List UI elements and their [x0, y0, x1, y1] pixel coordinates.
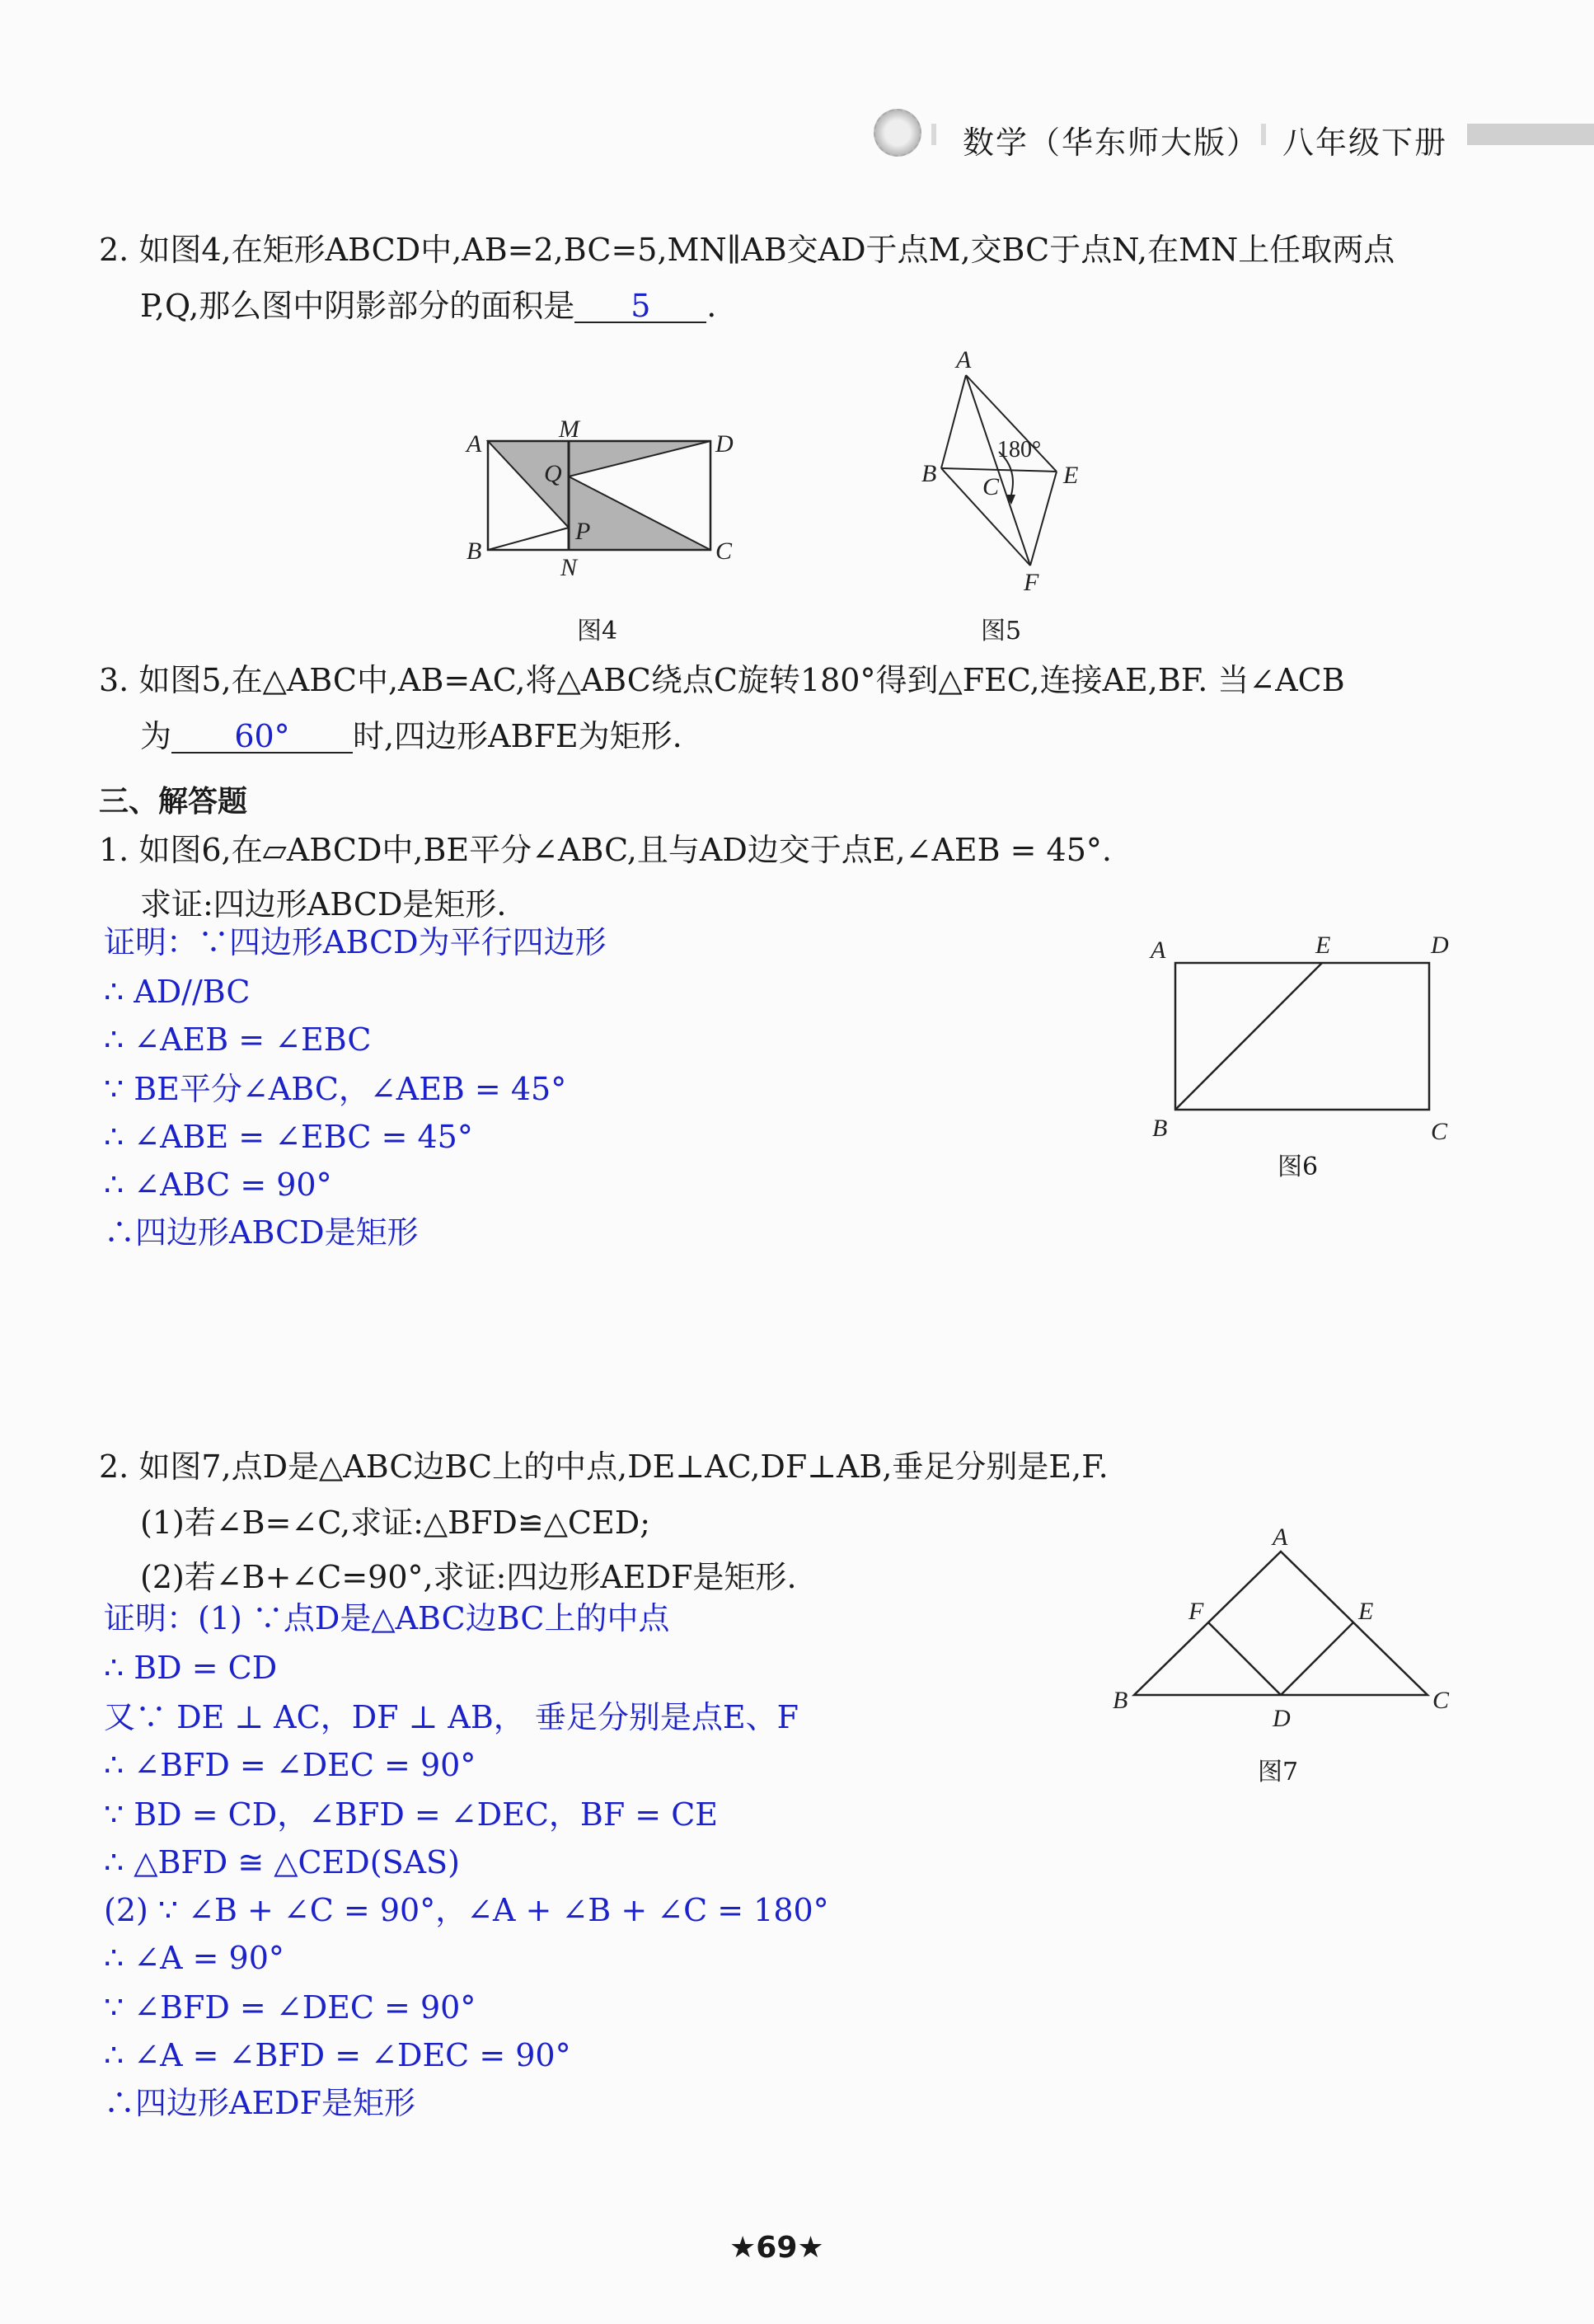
- fig6-caption: 图6: [1278, 1153, 1319, 1181]
- fig6-label-d: D: [1431, 932, 1449, 959]
- header-stripe-left: [931, 124, 936, 145]
- p2-proof-6: (2) ∵ ∠B + ∠C = 90°，∠A + ∠B + ∠C = 180°: [104, 1892, 829, 1928]
- figure-7: [1096, 1509, 1459, 1739]
- p2-proof-10: ∴四边形AEDF是矩形: [104, 2085, 416, 2121]
- fig5-label-f: F: [1024, 569, 1039, 596]
- q2-line1: 2. 如图4,在矩形ABCD中,AB=2,BC=5,MN∥AB交AD于点M,交BC于点N,在MN上任取两点: [99, 232, 1395, 268]
- fig6-label-e: E: [1315, 932, 1331, 959]
- fig4-label-p: P: [575, 518, 591, 545]
- p1-proof-2: ∴ ∠AEB = ∠EBC: [104, 1021, 372, 1058]
- p2-proof-8: ∵ ∠BFD = ∠DEC = 90°: [104, 1989, 476, 2026]
- q3-line2-prefix: 为: [140, 718, 172, 754]
- q3-answer-blank: 60°: [171, 721, 353, 754]
- fig5-rotation-label: 180°: [997, 437, 1042, 462]
- p1-proof-1: ∴ AD//BC: [104, 974, 251, 1010]
- p2-part1: (1)若∠B=∠C,求证:△BFD≌△CED;: [140, 1505, 651, 1541]
- section-title: 三、解答题: [99, 785, 248, 819]
- figure-5: [907, 342, 1104, 598]
- fig4-label-b: B: [466, 538, 482, 565]
- p1-proof-6: ∴四边形ABCD是矩形: [104, 1214, 419, 1251]
- logo-icon: [874, 109, 921, 157]
- q3-line2-suffix: 时,四边形ABFE为矩形.: [353, 718, 682, 754]
- fig4-caption: 图4: [577, 617, 618, 646]
- fig7-label-b: B: [1113, 1687, 1128, 1714]
- fig7-triangle: [1134, 1552, 1428, 1695]
- fig7-df: [1208, 1622, 1281, 1695]
- fig6-label-b: B: [1152, 1115, 1168, 1142]
- fig5-arrow-head: [1006, 495, 1015, 505]
- q2-answer-blank: 5: [574, 290, 706, 323]
- book-title: 数学（华东师大版）: [963, 124, 1260, 161]
- fig5-label-a: A: [956, 346, 972, 373]
- q3-line2: [140, 718, 682, 754]
- fig7-label-c: C: [1432, 1687, 1450, 1714]
- p2-proof-0: 证明：(1) ∵点D是△ABC边BC上的中点: [104, 1600, 670, 1636]
- fig5-ef: [1030, 472, 1057, 566]
- p1-proof-3: ∵ BE平分∠ABC，∠AEB = 45°: [104, 1071, 567, 1107]
- figure-6: [1137, 923, 1467, 1146]
- p2-part2: (2)若∠B+∠C=90°,求证:四边形AEDF是矩形.: [140, 1559, 797, 1595]
- p1-proof-0: 证明：∵四边形ABCD为平行四边形: [104, 924, 607, 960]
- fig7-label-f: F: [1188, 1598, 1204, 1625]
- fig5-label-e: E: [1063, 462, 1079, 489]
- fig7-label-a: A: [1273, 1524, 1288, 1551]
- q2-line2-suffix: .: [706, 288, 717, 324]
- header-stripe-right: [1467, 124, 1594, 145]
- fig7-caption: 图7: [1258, 1758, 1299, 1786]
- header-stripe-mid: [1261, 124, 1266, 145]
- page-number: ★69★: [729, 2231, 824, 2265]
- fig4-label-a: A: [466, 430, 482, 458]
- fig7-label-e: E: [1358, 1598, 1374, 1625]
- fig5-label-c: C: [982, 473, 1000, 500]
- fig5-ab: [941, 375, 966, 468]
- p2-proof-1: ∴ BD = CD: [104, 1650, 278, 1686]
- p1-line2: 求证:四边形ABCD是矩形.: [140, 886, 507, 923]
- fig4-label-q: Q: [544, 460, 562, 487]
- q3-line1: 3. 如图5,在△ABC中,AB=AC,将△ABC绕点C旋转180°得到△FEC,连接AE,BF. 当∠ACB: [99, 662, 1345, 698]
- p2-proof-5: ∴ △BFD ≅ △CED(SAS): [104, 1844, 460, 1880]
- fig5-caption: 图5: [981, 617, 1022, 646]
- p2-line1: 2. 如图7,点D是△ABC边BC上的中点,DE⊥AC,DF⊥AB,垂足分别是E,F.: [99, 1448, 1109, 1485]
- fig4-label-n: N: [560, 554, 578, 581]
- p1-line1: 1. 如图6,在▱ABCD中,BE平分∠ABC,且与AD边交于点E,∠AEB = 45°.: [99, 832, 1112, 868]
- fig4-label-c: C: [715, 538, 733, 565]
- fig7-de: [1281, 1622, 1353, 1695]
- p1-proof-5: ∴ ∠ABC = 90°: [104, 1167, 332, 1203]
- figure-4: [462, 408, 758, 589]
- p2-proof-2: 又∵ DE ⊥ AC，DF ⊥ AB， 垂足分别是点E、F: [104, 1699, 799, 1735]
- fig4-bp: [488, 528, 569, 550]
- fig4-label-d: D: [715, 430, 734, 458]
- p2-proof-4: ∵ BD = CD，∠BFD = ∠DEC，BF = CE: [104, 1796, 719, 1833]
- q2-line2: [140, 290, 716, 323]
- fig6-label-a: A: [1151, 937, 1166, 964]
- fig5-label-b: B: [921, 460, 937, 487]
- p2-proof-7: ∴ ∠A = 90°: [104, 1940, 284, 1976]
- fig4-shade-right: [569, 441, 710, 477]
- p2-proof-9: ∴ ∠A = ∠BFD = ∠DEC = 90°: [104, 2037, 571, 2073]
- grade-label: 八年级下册: [1282, 124, 1448, 161]
- fig6-be: [1175, 963, 1322, 1110]
- p2-proof-3: ∴ ∠BFD = ∠DEC = 90°: [104, 1747, 476, 1783]
- fig4-label-m: M: [559, 416, 579, 443]
- fig6-label-c: C: [1431, 1118, 1448, 1145]
- p1-proof-4: ∴ ∠ABE = ∠EBC = 45°: [104, 1119, 473, 1155]
- q2-line2-prefix: P,Q,那么图中阴影部分的面积是: [140, 288, 575, 324]
- fig6-rectangle: [1175, 963, 1429, 1110]
- fig7-label-d: D: [1273, 1705, 1291, 1732]
